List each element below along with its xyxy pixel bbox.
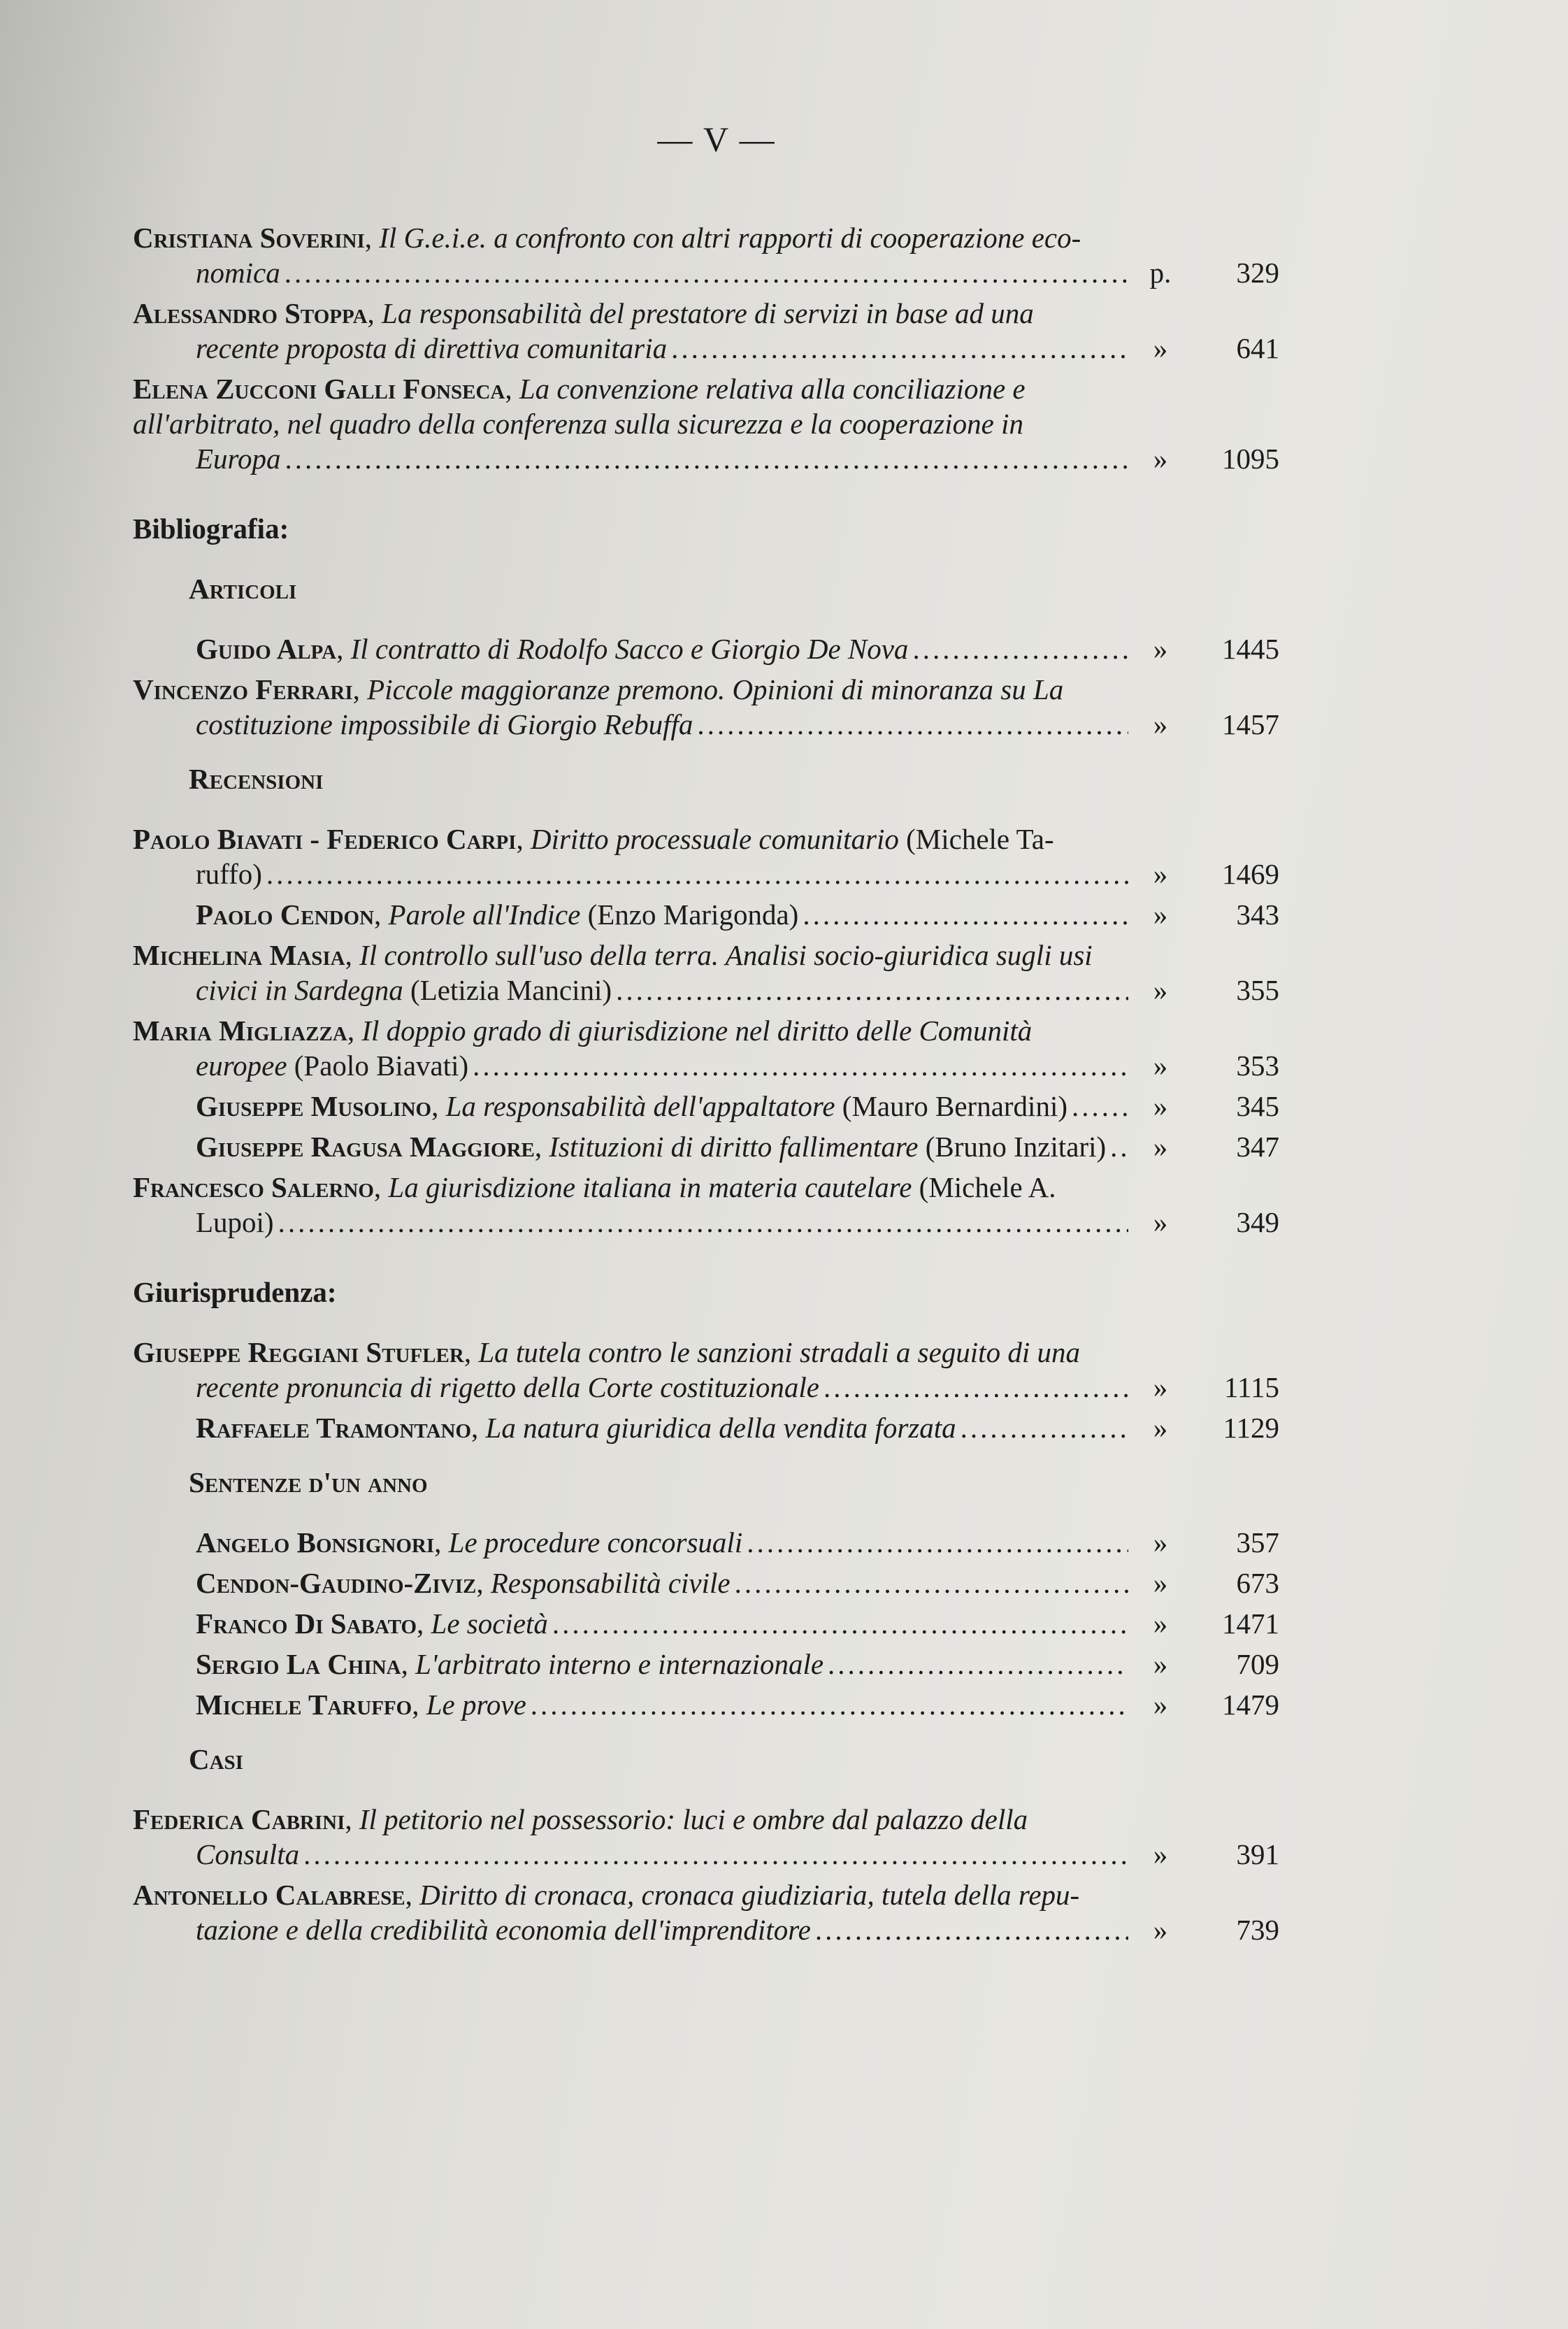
page-number-ref: 343 bbox=[1236, 898, 1279, 931]
ref-mark: p. bbox=[1149, 257, 1172, 289]
toc-entry: Raffaele Tramontano , La natura giuridica della vendita forzata ..... » 1129 bbox=[133, 1410, 1279, 1445]
ref-mark: » bbox=[1153, 1049, 1168, 1082]
page-number-ref: 709 bbox=[1236, 1648, 1279, 1680]
entry-title-last: Consulta bbox=[196, 1838, 300, 1870]
entry-title-line: La giurisdizione italiana in materia cautelare (Michele A. bbox=[388, 1171, 1056, 1203]
ref-mark: » bbox=[1153, 1412, 1168, 1444]
subsection-recensioni: Recensioni bbox=[189, 763, 324, 795]
entry-title-last: ruffo) bbox=[196, 858, 262, 890]
entry-author: Elena Zucconi Galli Fonseca bbox=[133, 373, 505, 405]
top-entries bbox=[133, 220, 1279, 476]
ref-mark: » bbox=[1153, 1838, 1168, 1870]
entry-title-line: all'arbitrato, nel quadro della conferenza sulla sicurezza e la cooperazione in bbox=[133, 408, 1023, 440]
toc-entry: Franco Di Sabato , Le società ..... » 1471 bbox=[133, 1606, 1279, 1641]
page-number-ref: 391 bbox=[1236, 1838, 1279, 1870]
entry-title-last: Le società bbox=[431, 1607, 548, 1640]
toc-entry: Maria Migliazza, Il doppio grado di giurisdizione nel diritto delle Comunità europee (Paolo Biavati) ..... » 353 bbox=[133, 1013, 1279, 1083]
toc-entry: Giuseppe Ragusa Maggiore , Istituzioni di diritto fallimentare (Bruno Inzitari) ..... » 347 bbox=[133, 1129, 1279, 1164]
entry-title-line: Diritto di cronaca, cronaca giudiziaria, tutela della repu- bbox=[419, 1879, 1080, 1911]
entry-author: Guido Alpa bbox=[196, 633, 337, 665]
ref-mark: » bbox=[1153, 974, 1168, 1006]
page-number-ref: 1457 bbox=[1222, 708, 1279, 740]
entry-title-last: Le prove bbox=[426, 1689, 526, 1721]
page-number-ref: 353 bbox=[1236, 1049, 1279, 1082]
entry-author: Michelina Masia bbox=[133, 939, 345, 971]
page-reference bbox=[1139, 331, 1279, 366]
sentenze-entries bbox=[133, 1525, 1279, 1722]
page-reference bbox=[1139, 973, 1279, 1008]
page-reference bbox=[1139, 1687, 1279, 1722]
dot-leader bbox=[285, 441, 1128, 476]
dot-leader bbox=[473, 1048, 1128, 1083]
dot-leader bbox=[671, 331, 1128, 366]
ref-mark: » bbox=[1153, 1567, 1168, 1599]
entry-title-line: La responsabilità del prestatore di servizi in base ad una bbox=[382, 297, 1034, 329]
dot-leader bbox=[285, 255, 1128, 290]
dot-leader bbox=[961, 1410, 1128, 1445]
entry-title-line: Piccole maggioranze premono. Opinioni di minoranza su La bbox=[367, 673, 1064, 705]
toc-entry: Cristiana Soverini, Il G.e.i.e. a confronto con altri rapporti di cooperazione eco- nomica ..... p. 329 bbox=[133, 220, 1279, 290]
page-number-ref: 355 bbox=[1236, 974, 1279, 1006]
dot-leader bbox=[823, 1370, 1128, 1405]
ref-mark: » bbox=[1153, 1131, 1168, 1163]
toc-entry: Giuseppe Musolino , La responsabilità dell'appaltatore (Mauro Bernardini) ..... » 345 bbox=[133, 1089, 1279, 1124]
page-reference bbox=[1139, 1912, 1279, 1947]
entry-author: Raffaele Tramontano bbox=[196, 1412, 472, 1444]
entry-title-last: L'arbitrato interno e internazionale bbox=[415, 1648, 824, 1680]
entry-author: Vincenzo Ferrari bbox=[133, 673, 353, 705]
page-reference bbox=[1139, 1205, 1279, 1240]
dot-leader bbox=[1110, 1129, 1128, 1164]
entry-author: Alessandro Stoppa bbox=[133, 297, 368, 329]
entry-title-last: nomica bbox=[196, 257, 280, 289]
dot-leader bbox=[278, 1205, 1128, 1240]
entry-title-line: Il doppio grado di giurisdizione nel diritto delle Comunità bbox=[361, 1015, 1033, 1047]
page-reference bbox=[1139, 1606, 1279, 1641]
ref-mark: » bbox=[1153, 1206, 1168, 1238]
ref-mark: » bbox=[1153, 332, 1168, 364]
page-number-ref: 329 bbox=[1236, 257, 1279, 289]
entry-author: Paolo Cendon bbox=[196, 898, 375, 931]
dot-leader bbox=[1072, 1089, 1128, 1124]
entry-title-line: Diritto processuale comunitario (Michele Ta- bbox=[530, 823, 1054, 855]
toc-entry: Giuseppe Reggiani Stufler, La tutela contro le sanzioni stradali a seguito di una recente pronuncia di rigetto della Corte costituzionale ..... » 1115 bbox=[133, 1335, 1279, 1405]
page-number-ref: 1471 bbox=[1222, 1607, 1279, 1640]
page-reference bbox=[1139, 441, 1279, 476]
page-reference bbox=[1139, 631, 1279, 666]
entry-title-line: Il G.e.i.e. a confronto con altri rapporti di cooperazione eco- bbox=[379, 222, 1081, 254]
entry-title-last: Parole all'Indice (Enzo Marigonda) bbox=[388, 898, 799, 931]
dot-leader bbox=[912, 631, 1128, 666]
page-number-ref: 357 bbox=[1236, 1526, 1279, 1558]
section-bibliografia: Bibliografia: bbox=[133, 513, 289, 545]
entry-author: Cendon-Gaudino-Ziviz bbox=[196, 1567, 477, 1599]
ref-mark: » bbox=[1153, 1648, 1168, 1680]
entry-title-last: Il contratto di Rodolfo Sacco e Giorgio De Nova bbox=[350, 633, 909, 665]
entry-title-last: costituzione impossibile di Giorgio Rebuffa bbox=[196, 708, 693, 740]
page-number-ref: 345 bbox=[1236, 1090, 1279, 1122]
entry-title-last: recente pronuncia di rigetto della Corte costituzionale bbox=[196, 1371, 819, 1403]
page-reference bbox=[1139, 1837, 1279, 1872]
section-giurisprudenza: Giurisprudenza: bbox=[133, 1276, 337, 1308]
entry-title-last: civici in Sardegna (Letizia Mancini) bbox=[196, 974, 612, 1006]
dot-leader bbox=[747, 1525, 1128, 1560]
ref-mark: » bbox=[1153, 858, 1168, 890]
toc-entry: Sergio La China , L'arbitrato interno e internazionale ..... » 709 bbox=[133, 1647, 1279, 1682]
page-number-ref: 347 bbox=[1236, 1131, 1279, 1163]
page-number-ref: 1479 bbox=[1222, 1689, 1279, 1721]
entry-author: Giuseppe Musolino bbox=[196, 1090, 432, 1122]
ref-mark: » bbox=[1153, 1090, 1168, 1122]
entry-author: Giuseppe Ragusa Maggiore bbox=[196, 1131, 535, 1163]
toc-entry: Federica Cabrini, Il petitorio nel possessorio: luci e ombre dal palazzo della Consulta ..... » 391 bbox=[133, 1802, 1279, 1872]
toc-entry: Francesco Salerno, La giurisdizione italiana in materia cautelare (Michele A. Lupoi) ..... » 349 bbox=[133, 1170, 1279, 1240]
page-reference bbox=[1139, 1565, 1279, 1600]
page-reference bbox=[1139, 1370, 1279, 1405]
casi-entries bbox=[133, 1802, 1279, 1947]
toc-entry: Elena Zucconi Galli Fonseca, La convenzione relativa alla conciliazione e all'arbitrato, nel quadro della conferenza sulla sicurezza e la cooperazione in Europa ..... » 1095 bbox=[133, 371, 1279, 476]
ref-mark: » bbox=[1153, 1914, 1168, 1946]
ref-mark: » bbox=[1153, 1371, 1168, 1403]
entry-title-last: La natura giuridica della vendita forzata bbox=[485, 1412, 956, 1444]
page-reference bbox=[1139, 1048, 1279, 1083]
entry-title-last: Istituzioni di diritto fallimentare (Bruno Inzitari) bbox=[549, 1131, 1107, 1163]
page-number-ref: 641 bbox=[1236, 332, 1279, 364]
giurisprudenza-entries bbox=[133, 1335, 1279, 1445]
entry-author: Cristiana Soverini bbox=[133, 222, 365, 254]
page-number-ref: 1115 bbox=[1224, 1371, 1279, 1403]
toc-entry: Alessandro Stoppa, La responsabilità del prestatore di servizi in base ad una recente proposta di direttiva comunitaria ..... » 641 bbox=[133, 296, 1279, 366]
entry-title-line: Il controllo sull'uso della terra. Analisi socio-giuridica sugli usi bbox=[359, 939, 1093, 971]
page-reference bbox=[1139, 1525, 1279, 1560]
page-number-ref: 673 bbox=[1236, 1567, 1279, 1599]
entry-title-last: europee (Paolo Biavati) bbox=[196, 1049, 469, 1082]
page-number: — V — bbox=[657, 120, 776, 159]
dot-leader bbox=[828, 1647, 1128, 1682]
toc-entry: Michelina Masia, Il controllo sull'uso della terra. Analisi socio-giuridica sugli usi civici in Sardegna (Letizia Mancini) ..... » 355 bbox=[133, 938, 1279, 1008]
entry-author: Antonello Calabrese bbox=[133, 1879, 405, 1911]
page-number-ref: 1129 bbox=[1223, 1412, 1279, 1444]
toc-entry: Guido Alpa , Il contratto di Rodolfo Sacco e Giorgio De Nova ..... » 1445 bbox=[133, 631, 1279, 666]
subsection-sentenze: Sentenze d'un anno bbox=[189, 1466, 428, 1498]
articoli-entries bbox=[133, 631, 1279, 742]
entry-title-line: La tutela contro le sanzioni stradali a seguito di una bbox=[478, 1336, 1080, 1368]
entry-author: Sergio La China bbox=[196, 1648, 401, 1680]
ref-mark: » bbox=[1153, 1689, 1168, 1721]
ref-mark: » bbox=[1153, 633, 1168, 665]
entry-title-last: recente proposta di direttiva comunitaria bbox=[196, 332, 668, 364]
dot-leader bbox=[815, 1912, 1128, 1947]
page-reference bbox=[1139, 857, 1279, 891]
page-reference bbox=[1139, 255, 1279, 290]
entry-author: Giuseppe Reggiani Stufler bbox=[133, 1336, 464, 1368]
subsection-casi: Casi bbox=[189, 1743, 243, 1775]
toc-entry: Paolo Biavati - Federico Carpi, Diritto processuale comunitario (Michele Ta- ruffo) ..... » 1469 bbox=[133, 822, 1279, 891]
ref-mark: » bbox=[1153, 898, 1168, 931]
subsection-articoli: Articoli bbox=[189, 573, 297, 605]
ref-mark: » bbox=[1153, 1526, 1168, 1558]
entry-author: Franco Di Sabato bbox=[196, 1607, 417, 1640]
page-reference bbox=[1139, 1089, 1279, 1124]
ref-mark: » bbox=[1153, 1607, 1168, 1640]
recensioni-entries bbox=[133, 822, 1279, 1240]
dot-leader bbox=[266, 857, 1128, 891]
entry-title-line: La convenzione relativa alla conciliazione e bbox=[519, 373, 1026, 405]
page-number-ref: 1445 bbox=[1222, 633, 1279, 665]
page-number-ref: 739 bbox=[1236, 1914, 1279, 1946]
entry-author: Paolo Biavati - Federico Carpi bbox=[133, 823, 517, 855]
dot-leader bbox=[531, 1687, 1128, 1722]
toc-entry: Paolo Cendon , Parole all'Indice (Enzo Marigonda) ..... » 343 bbox=[133, 897, 1279, 932]
toc-entry: Vincenzo Ferrari, Piccole maggioranze premono. Opinioni di minoranza su La costituzione impossibile di Giorgio Rebuffa ..... » 1457 bbox=[133, 672, 1279, 742]
entry-title-last: Lupoi) bbox=[196, 1206, 274, 1238]
ref-mark: » bbox=[1153, 443, 1168, 475]
page-reference bbox=[1139, 707, 1279, 742]
page-number-ref: 349 bbox=[1236, 1206, 1279, 1238]
toc-entry: Michele Taruffo , Le prove ..... » 1479 bbox=[133, 1687, 1279, 1722]
page-reference bbox=[1139, 1129, 1279, 1164]
dot-leader bbox=[616, 973, 1128, 1008]
toc-entry: Angelo Bonsignori , Le procedure concorsuali ..... » 357 bbox=[133, 1525, 1279, 1560]
entry-title-last: La responsabilità dell'appaltatore (Mauro Bernardini) bbox=[445, 1090, 1067, 1122]
entry-author: Francesco Salerno bbox=[133, 1171, 374, 1203]
table-of-contents bbox=[133, 220, 1279, 1953]
dot-leader bbox=[303, 1837, 1128, 1872]
page-number-ref: 1469 bbox=[1222, 858, 1279, 890]
entry-author: Federica Cabrini bbox=[133, 1803, 345, 1835]
page-reference bbox=[1139, 1647, 1279, 1682]
page-reference bbox=[1139, 1410, 1279, 1445]
page-reference bbox=[1139, 897, 1279, 932]
page-number-ref: 1095 bbox=[1222, 443, 1279, 475]
entry-title-last: Responsabilità civile bbox=[490, 1567, 731, 1599]
entry-title-last: Le procedure concorsuali bbox=[448, 1526, 743, 1558]
toc-entry: Antonello Calabrese, Diritto di cronaca, cronaca giudiziaria, tutela della repu- tazione e della credibilità economia dell'imprenditore ..... » 739 bbox=[133, 1877, 1279, 1947]
toc-entry: Cendon-Gaudino-Ziviz , Responsabilità civile ..... » 673 bbox=[133, 1565, 1279, 1600]
entry-title-last: tazione e della credibilità economia dell'imprenditore bbox=[196, 1914, 811, 1946]
dot-leader bbox=[552, 1606, 1128, 1641]
entry-author: Michele Taruffo bbox=[196, 1689, 412, 1721]
entry-author: Angelo Bonsignori bbox=[196, 1526, 435, 1558]
ref-mark: » bbox=[1153, 708, 1168, 740]
dot-leader bbox=[803, 897, 1128, 932]
entry-author: Maria Migliazza bbox=[133, 1015, 347, 1047]
dot-leader bbox=[735, 1565, 1128, 1600]
entry-title-line: Il petitorio nel possessorio: luci e ombre dal palazzo della bbox=[359, 1803, 1028, 1835]
entry-title-last: Europa bbox=[196, 443, 281, 475]
dot-leader bbox=[697, 707, 1128, 742]
